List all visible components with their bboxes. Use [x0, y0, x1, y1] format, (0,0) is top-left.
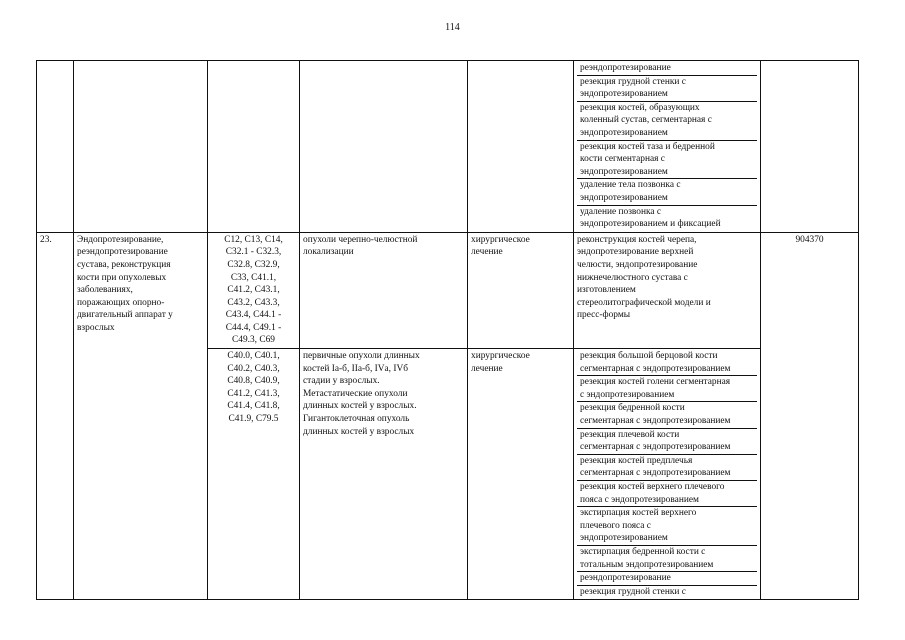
- cell-diagnosis: [300, 61, 468, 233]
- method-item: резекция костей таза и бедренной кости сегментарная с эндопротезированием: [577, 141, 757, 180]
- method-item: резекция костей, образующих коленный сустав, сегментарная с эндопротезированием: [577, 102, 757, 141]
- method-item: реэндопротезирование: [577, 62, 757, 76]
- cell-methods: [574, 61, 761, 233]
- method-item: резекция бедренной кости сегментарная с эндопротезированием: [577, 402, 757, 428]
- entry-diagnosis: опухоли черепно-челюстной локализации: [300, 232, 468, 348]
- method-item: реэндопротезирование: [577, 572, 757, 586]
- entry-method: реконструкция костей черепа, эндопротезирование верхней челюсти, эндопротезирование нижнечелюстного сустава с изготовлением стереолитографической модели и пресс-формы: [574, 232, 761, 348]
- entry-treatment: хирургическое лечение: [468, 232, 574, 348]
- entry-codes: C40.0, C40.1, C40.2, C40.3, C40.8, C40.9, C41.2, C41.3, C41.4, C41.8, C41.9, C79.5: [208, 349, 300, 600]
- cell-name: [74, 61, 208, 233]
- method-item: резекция костей голени сегментарная с эндопротезированием: [577, 376, 757, 402]
- method-item: резекция костей предплечья сегментарная с эндопротезированием: [577, 455, 757, 481]
- treatment-table: [36, 60, 859, 600]
- cell-cost: [761, 61, 859, 233]
- method-item: удаление позвонка с эндопротезированием и фиксацией: [580, 206, 721, 230]
- method-item: резекция грудной стенки с эндопротезированием: [577, 76, 757, 102]
- cell-methods: [574, 349, 761, 600]
- cell-codes: [208, 61, 300, 233]
- method-item: резекция плечевой кости сегментарная с эндопротезированием: [577, 429, 757, 455]
- page-number: 114: [445, 22, 460, 33]
- method-item: экстирпация костей верхнего плечевого пояса с эндопротезированием: [577, 507, 757, 546]
- entry-name: Эндопротезирование, реэндопротезирование сустава, реконструкция кости при опухолевых заболеваниях, поражающих опорно- двигательный аппарат у взрослых: [74, 232, 208, 600]
- method-item: резекция грудной стенки с: [580, 586, 686, 597]
- cell-number: [37, 61, 74, 233]
- method-item: резекция костей верхнего плечевого пояса с эндопротезированием: [577, 481, 757, 507]
- table-row-continuation: [37, 61, 859, 233]
- method-item: экстирпация бедренной кости с тотальным эндопротезированием: [577, 546, 757, 572]
- cell-treatment: [468, 61, 574, 233]
- method-item: удаление тела позвонка с эндопротезированием: [577, 179, 757, 205]
- entry-treatment: хирургическое лечение: [468, 349, 574, 600]
- method-item: резекция большой берцовой кости сегментарная с эндопротезированием: [577, 350, 757, 376]
- entry-cost: 904370: [761, 232, 859, 600]
- table-row-entry-23: [37, 232, 859, 348]
- entry-codes: C12, C13, C14, C32.1 - C32.3, C32.8, C32.9, C33, C41.1, C41.2, C43.1, C43.2, C43.3, C43.4, C44.1 - C44.4, C49.1 - C49.3, C69: [208, 232, 300, 348]
- entry-diagnosis: первичные опухоли длинных костей Iа-б, IIа-б, IVа, IVб стадии у взрослых. Метастатические опухоли длинных костей у взрослых. Гигантоклеточная опухоль длинных костей у взрослых: [300, 349, 468, 600]
- entry-number: 23.: [37, 232, 74, 600]
